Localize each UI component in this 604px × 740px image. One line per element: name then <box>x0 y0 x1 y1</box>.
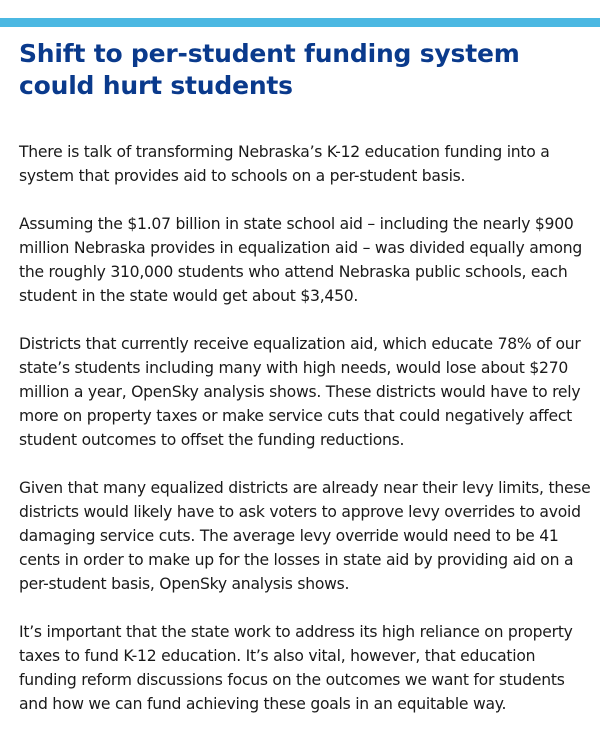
article-headline: Shift to per-student funding system could hurt students <box>19 39 520 100</box>
paragraph-conclusion: It’s important that the state work to address its high reliance on property taxes to fund K-12 education. It’s also vital, however, that education funding reform discussions focus on the outcomes we want for students and how we can fund achieving these goals in an equitable way. <box>19 623 573 713</box>
paragraph-equalization-loss: Districts that currently receive equalization aid, which educate 78% of our state’s students including many with high needs, would lose about $270 million a year, OpenSky analysis shows. These districts would have to rely more on property taxes or make service cuts that could negatively affect student outcomes to offset the funding reductions. <box>19 335 581 449</box>
paragraph-intro: There is talk of transforming Nebraska’s K-12 education funding into a system that provides aid to schools on a per-student basis. <box>19 143 550 185</box>
paragraph-aid-assumption: Assuming the $1.07 billion in state school aid – including the nearly $900 million Nebraska provides in equalization aid – was divided equally among the roughly 310,000 students who attend Nebraska public schools, each student in the state would get about $3,450. <box>19 215 583 305</box>
paragraph-levy-overrides: Given that many equalized districts are already near their levy limits, these districts would likely have to ask voters to approve levy overrides to avoid damaging service cuts. The average levy override would need to be 41 cents in order to make up for the losses in state aid by providing aid on a per-student basis, OpenSky analysis shows. <box>19 479 591 593</box>
article-body <box>19 140 591 716</box>
top-accent-bar <box>0 18 600 27</box>
article <box>19 38 591 740</box>
